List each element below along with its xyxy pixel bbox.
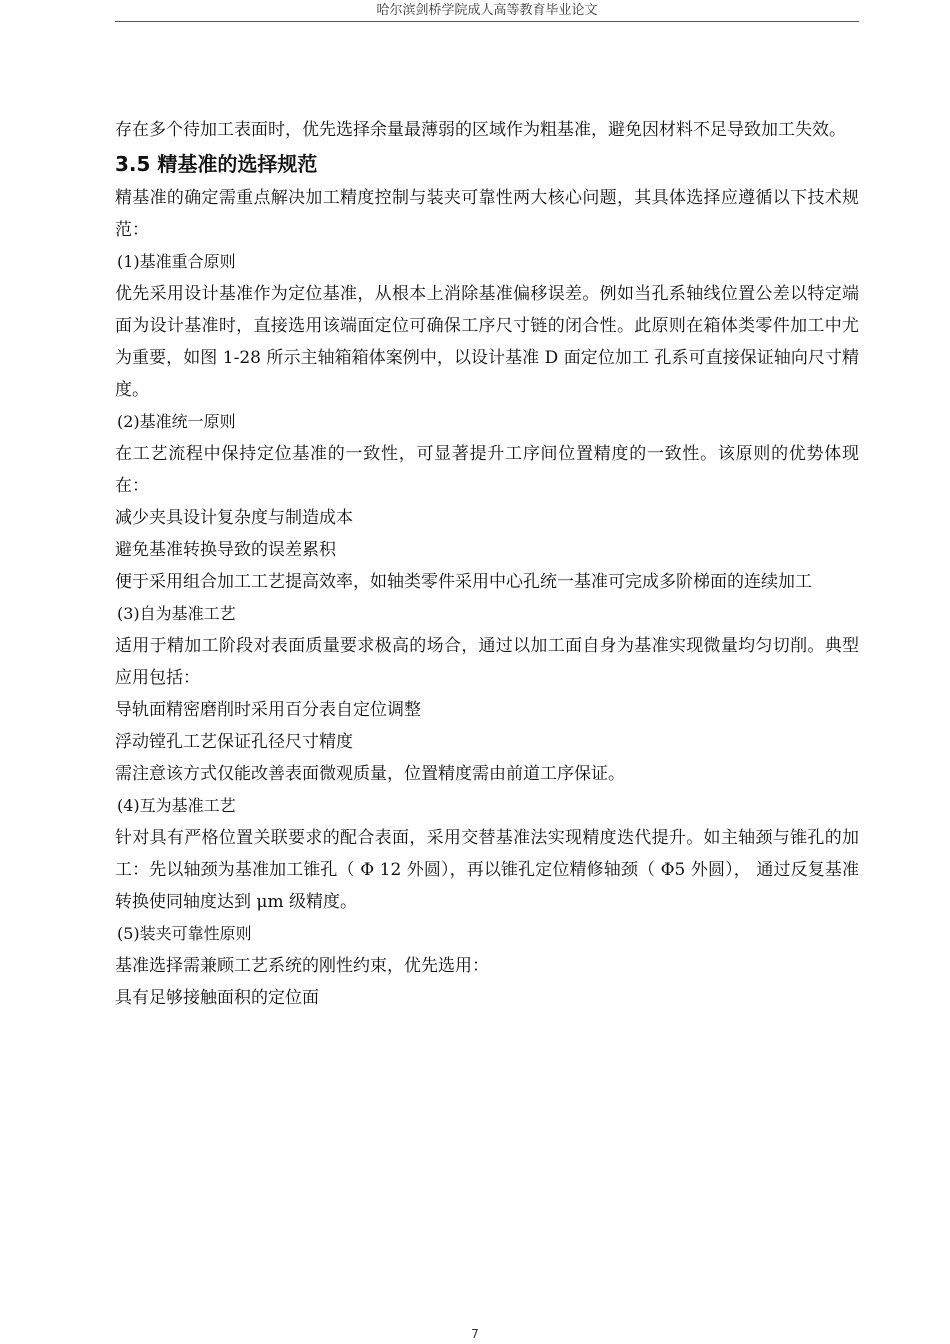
subsection-title: (2)基准统一原则 xyxy=(117,412,236,431)
section-heading: 3.5 精基准的选择规范 xyxy=(115,152,318,176)
paragraph: 需注意该方式仅能改善表面微观质量，位置精度需由前道工序保证。 xyxy=(115,764,625,784)
list-item: 具有足够接触面积的定位面 xyxy=(115,988,319,1008)
subsection-title: (4)互为基准工艺 xyxy=(117,796,236,815)
subsection-title: (3)自为基准工艺 xyxy=(117,604,236,623)
paragraph: 适用于精加工阶段对表面质量要求极高的场合，通过以加工面自身为基准实现微量均匀切削。典型应用包括： xyxy=(115,636,859,688)
paragraph: 基准选择需兼顾工艺系统的刚性约束，优先选用： xyxy=(115,956,489,976)
list-item: 导轨面精密磨削时采用百分表自定位调整 xyxy=(115,700,421,720)
list-item: 浮动镗孔工艺保证孔径尺寸精度 xyxy=(115,732,353,752)
document-body xyxy=(115,114,859,1014)
paragraph: 针对具有严格位置关联要求的配合表面，采用交替基准法实现精度迭代提升。如主轴颈与锥孔的加工：先以轴颈为基准加工锥孔（ Φ 12 外圆），再以锥孔定位精修轴颈（ Φ5 外圆）， 通过反复基准转换使同轴度达到 μm 级精度。 xyxy=(115,828,859,912)
list-item: 减少夹具设计复杂度与制造成本 xyxy=(115,508,353,528)
page-number: 7 xyxy=(471,1327,479,1341)
page-header: 哈尔滨剑桥学院成人高等教育毕业论文 xyxy=(376,3,598,18)
subsection-title: (5)装夹可靠性原则 xyxy=(117,924,252,943)
header-rule xyxy=(115,21,859,22)
paragraph: 存在多个待加工表面时，优先选择余量最薄弱的区域作为粗基准，避免因材料不足导致加工失效。 xyxy=(115,120,846,140)
paragraph: 在工艺流程中保持定位基准的一致性，可显著提升工序间位置精度的一致性。该原则的优势体现在： xyxy=(115,444,859,496)
list-item: 便于采用组合加工工艺提高效率，如轴类零件采用中心孔统一基准可完成多阶梯面的连续加工 xyxy=(115,572,812,592)
subsection-title: (1)基准重合原则 xyxy=(117,252,236,271)
paragraph: 精基准的确定需重点解决加工精度控制与装夹可靠性两大核心问题，其具体选择应遵循以下技术规范： xyxy=(115,188,859,240)
list-item: 避免基准转换导致的误差累积 xyxy=(115,540,336,560)
paragraph: 优先采用设计基准作为定位基准，从根本上消除基准偏移误差。例如当孔系轴线位置公差以特定端面为设计基准时，直接选用该端面定位可确保工序尺寸链的闭合性。此原则在箱体类零件加工中尤为重要，如图 1-28 所示主轴箱箱体案例中，以设计基准 D 面定位加工 孔系可直接保证轴向尺寸精度。 xyxy=(115,284,859,400)
